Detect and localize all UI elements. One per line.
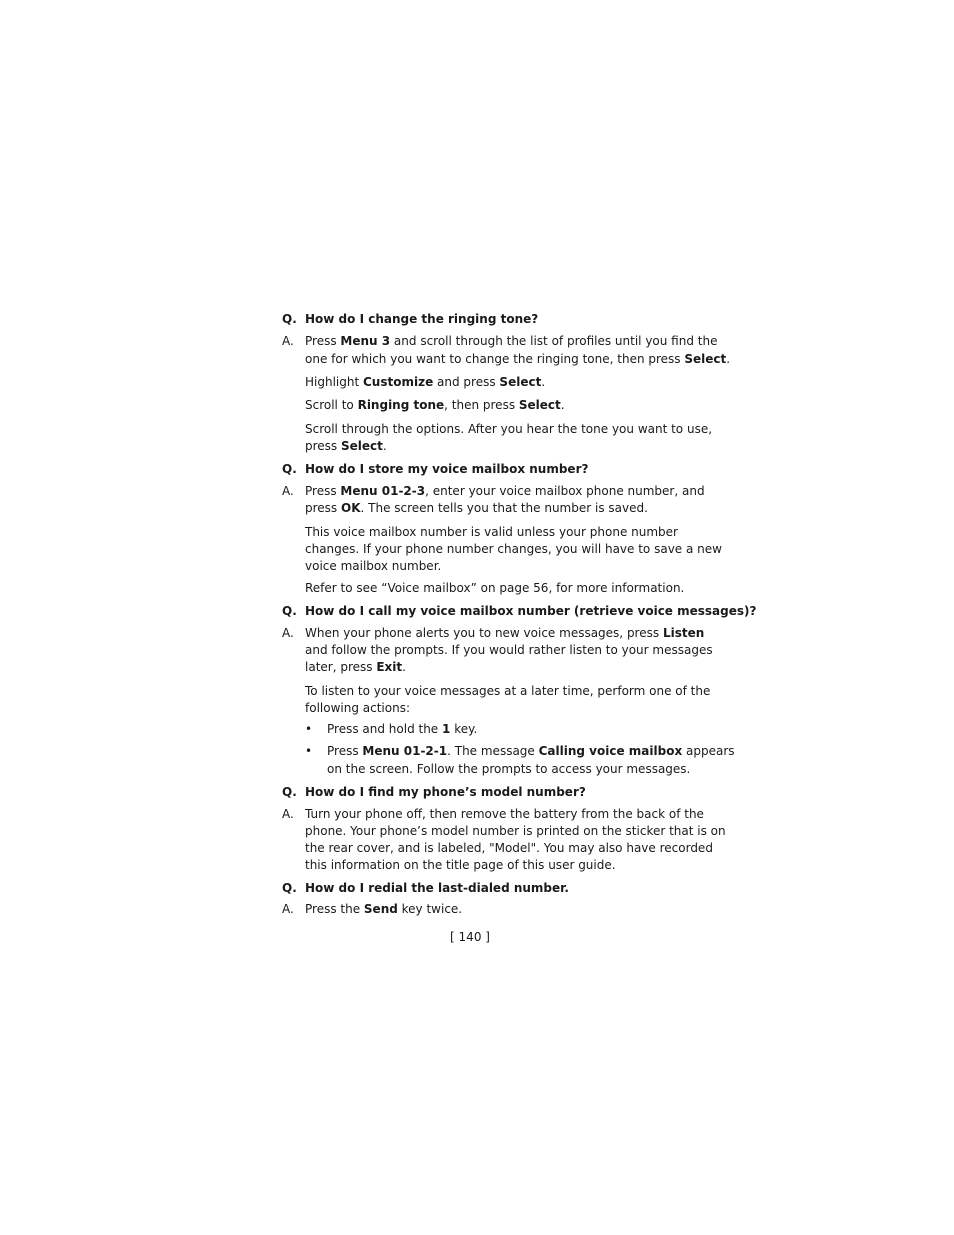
question-label: Q. [282,881,297,895]
bullet-item: Press and hold the 1 key. [327,722,478,736]
answer-line: Press Menu 01-2-3, enter your voice mailbox phone number, and [305,484,705,498]
answer-label: A. [282,484,294,498]
answer-paragraph: Scroll through the options. After you hear the tone you want to use, [305,422,713,436]
answer-line: voice mailbox number. [305,559,442,573]
question-voice-mailbox-store: How do I store my voice mailbox number? [305,462,589,476]
answer-line: Turn your phone off, then remove the battery from the back of the [305,807,704,821]
answer-paragraph: Highlight Customize and press Select. [305,375,546,389]
answer-line: this information on the title page of this user guide. [305,858,616,872]
bullet-item-line: on the screen. Follow the prompts to access your messages. [327,762,691,776]
answer-label: A. [282,626,294,640]
answer-line: one for which you want to change the ringing tone, then press Select. [305,352,731,366]
question-label: Q. [282,785,297,799]
answer-line: phone. Your phone’s model number is printed on the sticker that is on [305,824,726,838]
answer-line: changes. If your phone number changes, you will have to save a new [305,542,722,556]
answer-line: Press Menu 3 and scroll through the list of profiles until you find the [305,334,718,348]
page-number: [ 140 ] [450,930,490,944]
question-voice-mailbox-call: How do I call my voice mailbox number (retrieve voice messages)? [305,604,757,618]
question-label: Q. [282,462,297,476]
bullet-icon: • [305,744,313,758]
answer-line: press OK. The screen tells you that the number is saved. [305,501,648,515]
answer-line: later, press Exit. [305,660,406,674]
bullet-icon: • [305,722,313,736]
answer-paragraph: Scroll to Ringing tone, then press Select. [305,398,565,412]
answer-line: When your phone alerts you to new voice messages, press Listen [305,626,705,640]
question-label: Q. [282,312,297,326]
bullet-item: Press Menu 01-2-1. The message Calling voice mailbox appears [327,744,735,758]
answer-paragraph: This voice mailbox number is valid unless your phone number [305,525,678,539]
answer-label: A. [282,807,294,821]
answer-line: following actions: [305,701,410,715]
question-label: Q. [282,604,297,618]
answer-paragraph: To listen to your voice messages at a later time, perform one of the [305,684,711,698]
answer-line: the rear cover, and is labeled, "Model". You may also have recorded [305,841,713,855]
answer-line: press Select. [305,439,387,453]
question-model-number: How do I find my phone’s model number? [305,785,586,799]
question-redial: How do I redial the last-dialed number. [305,881,569,895]
answer-line: Press the Send key twice. [305,902,463,916]
question-ringing-tone: How do I change the ringing tone? [305,312,539,326]
answer-label: A. [282,902,294,916]
answer-paragraph: Refer to see “Voice mailbox” on page 56, for more information. [305,581,685,595]
answer-line: and follow the prompts. If you would rather listen to your messages [305,643,713,657]
answer-label: A. [282,334,294,348]
